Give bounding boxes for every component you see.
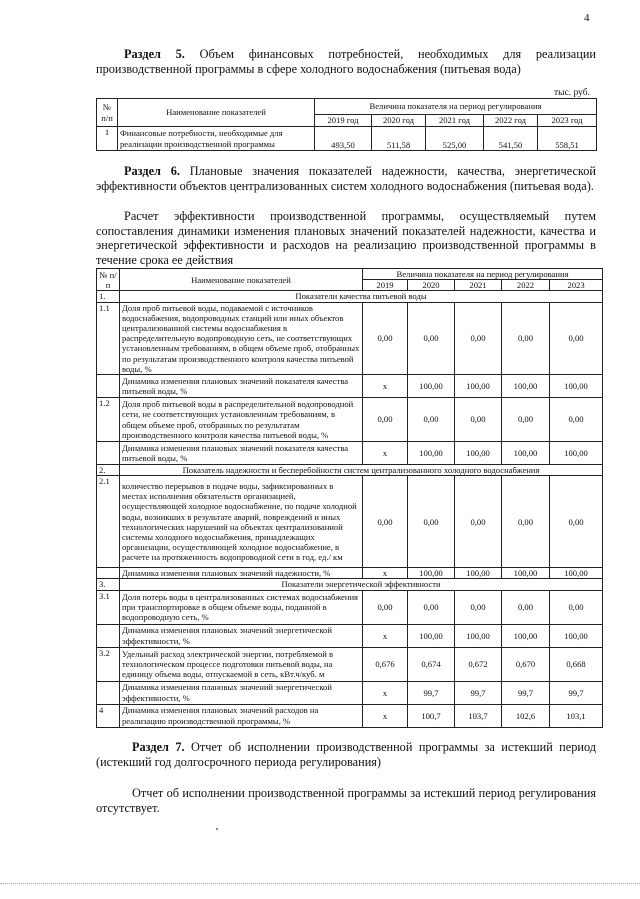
- page-edge-line: [0, 883, 640, 884]
- table-row: Динамика изменения плановых значений показателя качества питьевой воды, % х 100,00 100,00 100,00 100,00: [97, 375, 603, 398]
- section5-label: Раздел 5.: [124, 47, 185, 61]
- indicators-table: [96, 268, 603, 728]
- table-row: 1 Финансовые потребности, необходимые для реализации производственной программы 493,50 511,58 525,00 541,50 558,51: [97, 127, 597, 151]
- year-header: 2019: [363, 280, 408, 291]
- col-num-header: № п/п: [97, 269, 120, 291]
- year-header: 2023: [550, 280, 603, 291]
- year-header: 2022: [502, 280, 550, 291]
- financial-table: [96, 98, 597, 151]
- table-row: Динамика изменения плановых значений надежности, % х 100,00 100,00 100,00 100,00: [97, 568, 603, 579]
- year-header: 2022 год: [484, 115, 538, 127]
- table-row: 3.1 Доля потерь воды в централизованных системах водоснабжения при транспортировке в общем объеме воды, поданной в водопроводную сеть, % 0,00 0,00 0,00 0,00 0,00: [97, 590, 603, 624]
- section-row: 3. Показатели энергетической эффективности: [97, 579, 603, 590]
- section6-label: Раздел 6.: [124, 164, 180, 178]
- section6-paragraph: [96, 209, 596, 267]
- section7-label: Раздел 7.: [132, 740, 185, 754]
- table-row: 4 Динамика изменения плановых значений расходов на реализацию производственной программы, % х 100,7 103,7 102,6 103,1: [97, 704, 603, 727]
- section-row: 2. Показатель надежности и бесперебойности систем централизованного холодного водоснабжения: [97, 465, 603, 476]
- col-group-header: Величина показателя на период регулирования: [363, 269, 603, 280]
- year-header: 2023 год: [538, 115, 597, 127]
- table-row: Динамика изменения плановых значений энергетической эффективности, % х 100,00 100,00 100,00 100,00: [97, 624, 603, 647]
- table-row: 2.1 количество перерывов в подаче воды, зафиксированных в местах исполнения обязательств организацией, осуществляющей холодное водоснабжение, по подаче холодной воды, возникших в результате аварий, повреждений и иных технологических нарушений на объектах централизованной системы холодного водоснабжения, принадлежащих организации, осуществляющей холодное водоснабжение, в расчете на протяженность водопроводной сети в год, ед./ км 0,00 0,00 0,00 0,00 0,00: [97, 476, 603, 568]
- table-row: 3.2 Удельный расход электрической энергии, потребляемой в технологическом процессе подготовки питьевой воды, на единицу объема воды, отпускаемой в сеть, кВт.ч/куб. м 0,676 0,674 0,672 0,670 0,668: [97, 647, 603, 681]
- table-row: 1.1 Доля проб питьевой воды, подаваемой с источников водоснабжения, водопроводных станций или иных объектов централизованной системы водоснабжения в распределительную водопроводную сеть, не соответствующих установленным требованиям, в общем объеме проб, отобранных по результатам производственного контроля качества питьевой воды, % 0,00 0,00 0,00 0,00 0,00: [97, 302, 603, 374]
- section5-heading: [96, 47, 596, 76]
- section7-text2: Отчет об исполнении производственной программы за истекший период регулирования отсутствует.: [96, 786, 596, 815]
- section7-text: Отчет об исполнении производственной программы за истекший период (истекший год долгосрочного периода регулирования): [96, 740, 596, 769]
- section6-text: Плановые значения показателей надежности, качества, энергетической эффективности объектов централизованных систем холодного водоснабжения (питьевая вода).: [96, 164, 596, 193]
- section7-heading: [96, 740, 596, 769]
- section6-heading: [96, 164, 596, 193]
- table-row: 1.2 Доля проб питьевой воды в распределительной водопроводной сети, не соответствующих установленным требованиям, в общем объеме проб, отобранных по результатам производственного контроля качества питьевой воды, % 0,00 0,00 0,00 0,00 0,00: [97, 398, 603, 442]
- section5-text: Объем финансовых потребностей, необходимых для реализации производственной программы в сфере холодного водоснабжения (питьевая вода): [96, 47, 596, 76]
- section7-paragraph: [96, 786, 596, 815]
- year-header: 2020 год: [372, 115, 426, 127]
- section-row: 1. Показатели качества питьевой воды: [97, 291, 603, 302]
- section6-text2: Расчет эффективности производственной программы, осуществляемый путем сопоставления динамики изменения плановых значений показателей надежности, качества и энергетической эффективности и расходов на реализацию производственной программы в течение срока ее действия: [96, 209, 596, 267]
- col-group-header: Величина показателя на период регулирования: [315, 99, 597, 115]
- table-row: Динамика изменения плановых значений показателя качества питьевой воды, % х 100,00 100,00 100,00 100,00: [97, 442, 603, 465]
- col-name-header: Наименование показателей: [120, 269, 363, 291]
- row-name: Финансовые потребности, необходимые для реализации производственной программы: [118, 127, 315, 151]
- year-header: 2021: [455, 280, 502, 291]
- scan-speck: [216, 828, 218, 830]
- unit-label: тыс. руб.: [554, 88, 590, 98]
- year-header: 2020: [408, 280, 455, 291]
- year-header: 2021 год: [426, 115, 484, 127]
- page-number: 4: [584, 12, 590, 24]
- year-header: 2019 год: [315, 115, 372, 127]
- col-name-header: Наименование показателей: [118, 99, 315, 127]
- col-num-header: № п/п: [97, 99, 118, 127]
- table-row: Динамика изменения плановых значений энергетической эффективности, % х 99,7 99,7 99,7 99,7: [97, 681, 603, 704]
